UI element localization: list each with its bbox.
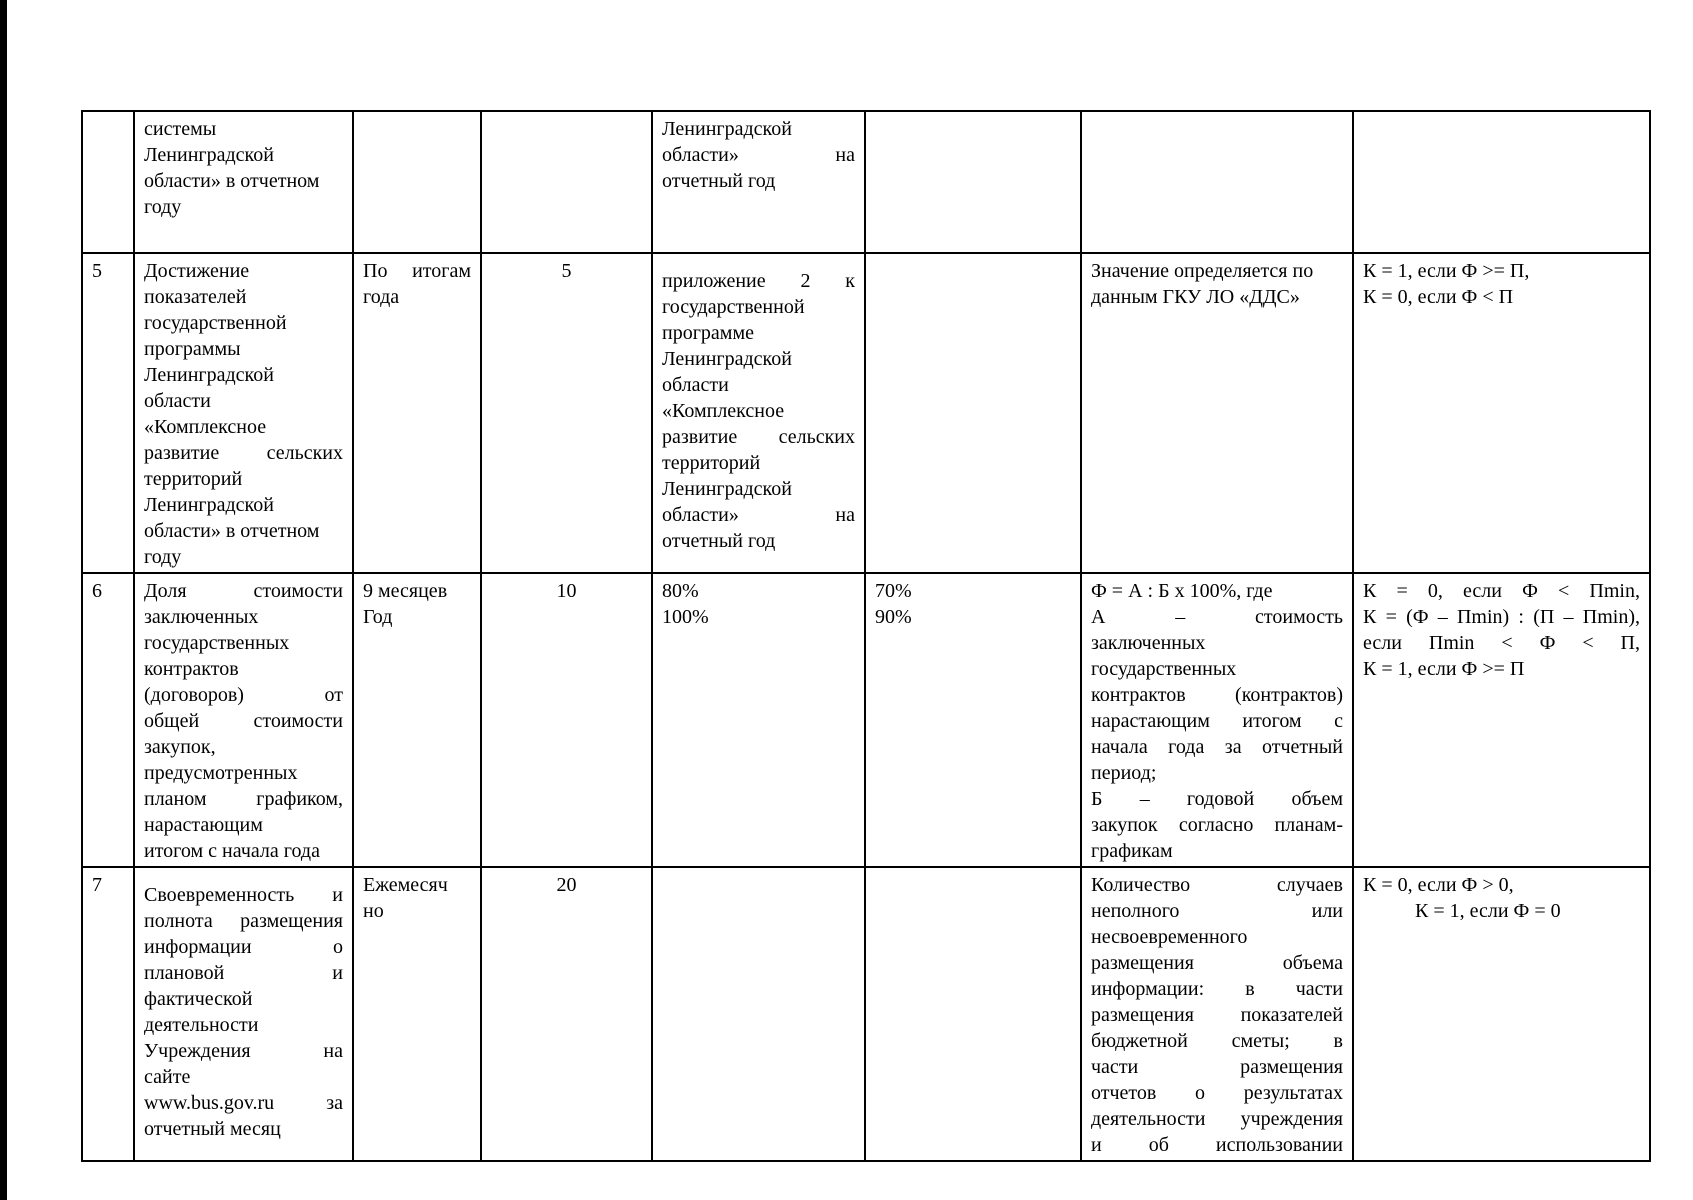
row-number-cell: 6 [82, 573, 134, 867]
text-line: итогом с начала года [144, 840, 320, 862]
min-value-cell [865, 867, 1081, 1161]
text-line: программы [144, 338, 241, 360]
text-line: области» на [662, 144, 855, 166]
text-line: контрактов [144, 658, 239, 680]
text-line: области» на [662, 504, 855, 526]
method-cell [1081, 573, 1353, 867]
text-line: плановой и [144, 962, 343, 984]
text-line: но [363, 900, 384, 922]
text-line: приложение 2 к [662, 270, 855, 292]
text-line: Б – годовой объем [1091, 788, 1343, 810]
row-number-cell: 7 [82, 867, 134, 1161]
text-line: если Пmin < Ф < П, [1363, 632, 1640, 654]
row-number-cell: 5 [82, 253, 134, 573]
text-line: области» в отчетном [144, 170, 320, 192]
period-cell [353, 573, 481, 867]
text-line: Ежемесяч [363, 874, 448, 896]
text-line: Ленинградской [662, 348, 792, 370]
text-line: показателей [144, 286, 247, 308]
text-line: полнота размещения [144, 910, 343, 932]
table-row [82, 867, 1650, 1161]
period-cell [353, 867, 481, 1161]
text-line: А – стоимость [1091, 606, 1343, 628]
plan-cell [652, 253, 865, 573]
text-line: Ленинградской [144, 364, 274, 386]
text-line: части размещения [1091, 1056, 1343, 1078]
text-line: закупок согласно планам- [1091, 814, 1343, 836]
weight-cell [481, 111, 652, 253]
text-line: данным ГКУ ЛО «ДДС» [1091, 286, 1300, 308]
formula-cell [1353, 111, 1650, 253]
weight-cell: 10 [481, 573, 652, 867]
text-line: несвоевременного [1091, 926, 1248, 948]
text-line: отчетов о результатах [1091, 1082, 1343, 1104]
text-line: Значение определяется по [1091, 260, 1314, 282]
text-line: фактической [144, 988, 253, 1010]
text-line: Ленинградской [144, 494, 274, 516]
text-line: К = 1, если Ф >= П [1363, 658, 1525, 680]
text-line: отчетный год [662, 170, 776, 192]
text-line: предусмотренных [144, 762, 298, 784]
text-line: К = 0, если Ф < П [1363, 286, 1514, 308]
text-line: период; [1091, 762, 1157, 784]
formula-cell [1353, 253, 1650, 573]
text-line: государственных [1091, 658, 1237, 680]
text-line: территорий [144, 468, 243, 490]
table-row [82, 111, 1650, 253]
text-line: размещения объема [1091, 952, 1343, 974]
text-line: Ф = А : Б х 100%, где [1091, 580, 1273, 602]
text-line: К = 1, если Ф = 0 [1415, 900, 1561, 922]
text-line: системы [144, 118, 217, 140]
text-line: сайте [144, 1066, 191, 1088]
scan-edge [0, 0, 7, 1200]
text-line: закупок, [144, 736, 216, 758]
text-line: По итогам [363, 260, 471, 282]
text-line: К = 0, если Ф < Пmin, [1363, 580, 1640, 602]
text-line: территорий [662, 452, 761, 474]
text-line: «Комплексное [662, 400, 785, 422]
text-line: Достижение [144, 260, 250, 282]
text-line: К = 1, если Ф >= П, [1363, 260, 1530, 282]
method-cell [1081, 867, 1353, 1161]
text-line: заключенных [144, 606, 259, 628]
text-line: заключенных [1091, 632, 1206, 654]
text-line: К = 0, если Ф > 0, [1363, 874, 1514, 896]
plan-cell [652, 111, 865, 253]
min-value-cell [865, 573, 1081, 867]
text-line: 90% [875, 606, 912, 628]
text-line: К = (Ф – Пmin) : (П – Пmin), [1363, 606, 1640, 628]
formula-cell [1353, 573, 1650, 867]
text-line: 80% [662, 580, 699, 602]
text-line: нарастающим [144, 814, 263, 836]
text-line: www.bus.gov.ru за [144, 1092, 343, 1114]
text-line: Учреждения на [144, 1040, 343, 1062]
text-line: развитие сельских [662, 426, 855, 448]
indicator-cell [134, 867, 353, 1161]
text-line: году [144, 196, 182, 218]
text-line: государственных [144, 632, 290, 654]
text-line: информации о [144, 936, 343, 958]
method-cell [1081, 253, 1353, 573]
method-cell [1081, 111, 1353, 253]
table-row [82, 573, 1650, 867]
text-line: нарастающим итогом с [1091, 710, 1343, 732]
indicator-cell [134, 253, 353, 573]
row-number-cell [82, 111, 134, 253]
text-line: начала года за отчетный [1091, 736, 1343, 758]
text-line: общей стоимости [144, 710, 343, 732]
indicators-table [81, 110, 1651, 1162]
min-value-cell [865, 253, 1081, 573]
text-line: Ленинградской [662, 118, 792, 140]
text-line: отчетный месяц [144, 1118, 281, 1140]
text-line: области [662, 374, 729, 396]
weight-cell: 20 [481, 867, 652, 1161]
text-line: отчетный год [662, 530, 776, 552]
text-line: графикам [1091, 840, 1173, 862]
text-line: информации: в части [1091, 978, 1343, 1000]
text-line: году [144, 546, 182, 568]
weight-cell: 5 [481, 253, 652, 573]
table-row [82, 253, 1650, 573]
text-line: Доля стоимости [144, 580, 343, 602]
text-line: 70% [875, 580, 912, 602]
text-line: 100% [662, 606, 709, 628]
text-line: 9 месяцев [363, 580, 448, 602]
text-line: государственной [662, 296, 805, 318]
text-line: бюджетной сметы; в [1091, 1030, 1343, 1052]
text-line: деятельности учреждения [1091, 1108, 1343, 1130]
text-line: (договоров) от [144, 684, 343, 706]
text-line: области [144, 390, 211, 412]
text-line: Год [363, 606, 393, 628]
text-line: и об использовании [1091, 1134, 1343, 1156]
text-line: деятельности [144, 1014, 259, 1036]
text-line: Количество случаев [1091, 874, 1343, 896]
text-line: года [363, 286, 400, 308]
text-line: Ленинградской [144, 144, 274, 166]
indicator-cell [134, 111, 353, 253]
min-value-cell [865, 111, 1081, 253]
text-line: Своевременность и [144, 884, 343, 906]
text-line: размещения показателей [1091, 1004, 1343, 1026]
period-cell [353, 111, 481, 253]
indicator-cell [134, 573, 353, 867]
text-line: неполного или [1091, 900, 1343, 922]
text-line: контрактов (контрактов) [1091, 684, 1343, 706]
plan-cell [652, 867, 865, 1161]
text-line: области» в отчетном [144, 520, 320, 542]
text-line: «Комплексное [144, 416, 267, 438]
text-line: Ленинградской [662, 478, 792, 500]
period-cell [353, 253, 481, 573]
text-line: планом графиком, [144, 788, 343, 810]
text-line: государственной [144, 312, 287, 334]
text-line: развитие сельских [144, 442, 343, 464]
formula-cell [1353, 867, 1650, 1161]
plan-cell [652, 573, 865, 867]
text-line: программе [662, 322, 754, 344]
